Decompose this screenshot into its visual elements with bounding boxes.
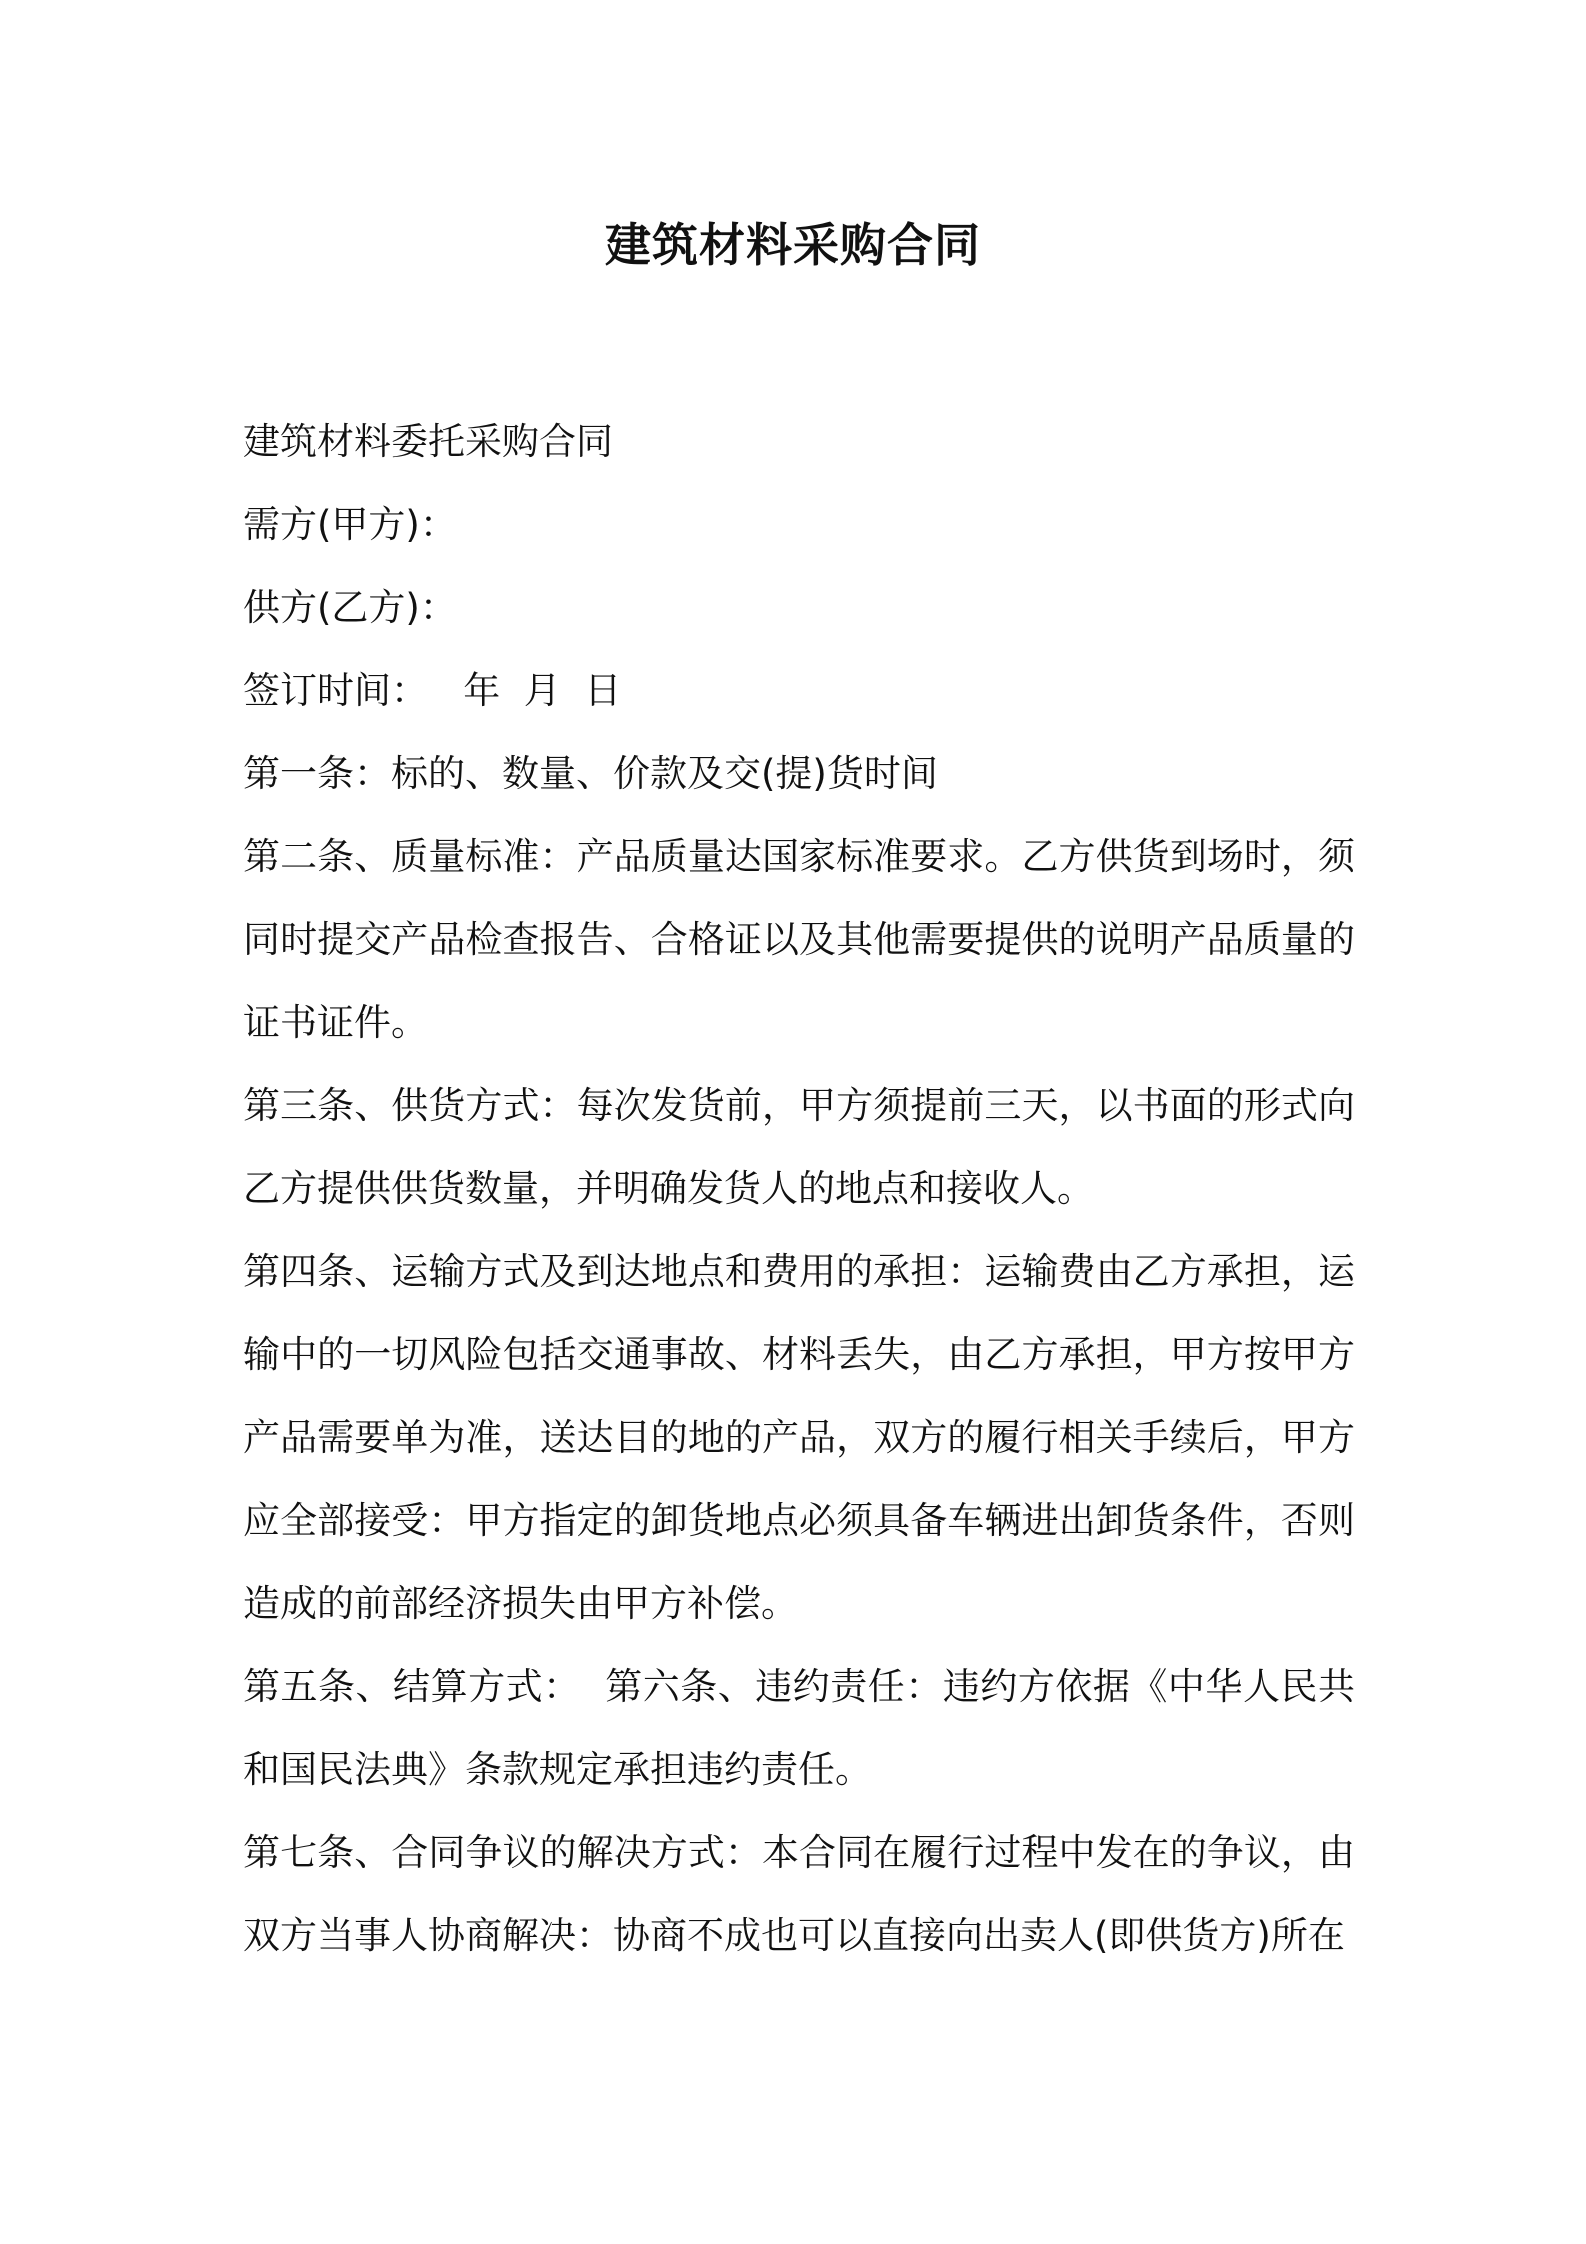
paragraph-article-7: 第七条、合同争议的解决方式：本合同在履行过程中发在的争议，由双方当事人协商解决：协商不成也可以直接向出卖人(即供货方)所在 xyxy=(243,1831,1355,1957)
paragraph-article-5-6: 第五条、结算方式： 第六条、违约责任：违约方依据《中华人民共和国民法典》条款规定承担违约责任。 xyxy=(243,1665,1355,1791)
document-body xyxy=(243,400,1355,1977)
document-title: 建筑材料采购合同 xyxy=(605,218,981,272)
paragraph-article-2: 第二条、质量标准：产品质量达国家标准要求。乙方供货到场时，须同时提交产品检查报告、合格证以及其他需要提供的说明产品质量的证书证件。 xyxy=(243,835,1355,1044)
paragraph-buyer: 需方(甲方)： xyxy=(243,503,457,546)
paragraph-supplier: 供方(乙方)： xyxy=(243,586,457,629)
paragraph-article-3: 第三条、供货方式：每次发货前，甲方须提前三天，以书面的形式向乙方提供供货数量，并明确发货人的地点和接收人。 xyxy=(243,1084,1355,1210)
paragraph-subtitle: 建筑材料委托采购合同 xyxy=(243,420,613,463)
paragraph-sign-date: 签订时间： 年 月 日 xyxy=(243,669,622,712)
paragraph-article-1: 第一条：标的、数量、价款及交(提)货时间 xyxy=(243,752,938,795)
paragraph-article-4: 第四条、运输方式及到达地点和费用的承担：运输费由乙方承担，运输中的一切风险包括交通事故、材料丢失，由乙方承担，甲方按甲方产品需要单为准，送达目的地的产品，双方的履行相关手续后，甲方应全部接受：甲方指定的卸货地点必须具备车辆进出卸货条件，否则造成的前部经济损失由甲方补偿。 xyxy=(243,1250,1355,1625)
